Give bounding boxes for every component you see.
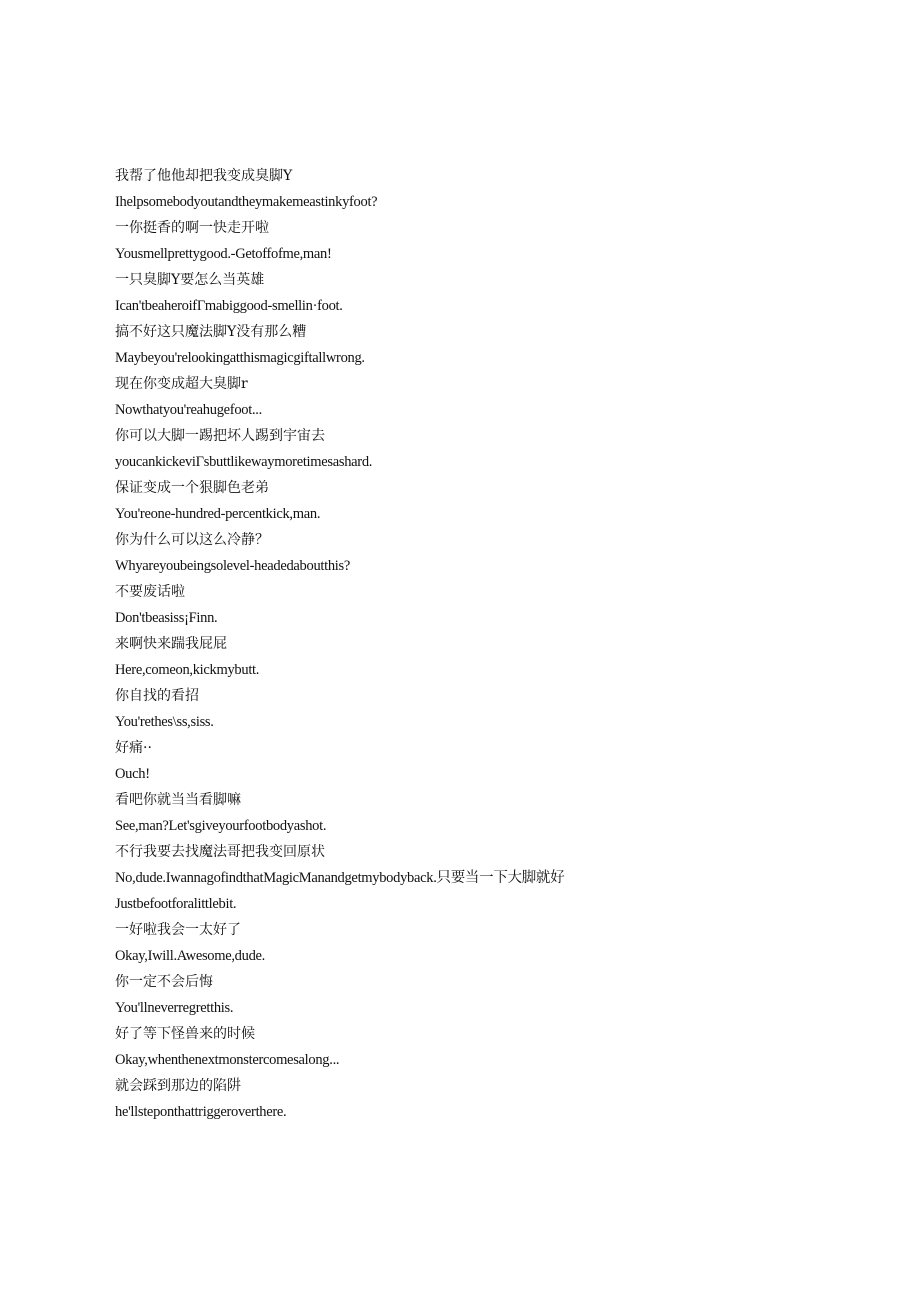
subtitle-line-chinese: 好痛·· xyxy=(115,740,152,756)
subtitle-line-chinese: 你可以大脚一踢把坏人踢到宇宙去 xyxy=(115,428,325,444)
subtitle-line-english: Justbefootforalittlebit. xyxy=(115,896,237,912)
subtitle-line-english: You'llneverregretthis. xyxy=(115,1000,234,1016)
subtitle-line-english: Okay,whenthenextmonstercomesalong... xyxy=(115,1052,340,1068)
subtitle-line-chinese: 一你挺香的啊一快走开啦 xyxy=(115,220,269,236)
subtitle-line-chinese: 我帮了他他却把我变成臭脚Y xyxy=(115,168,293,184)
subtitle-line-english: Nowthatyou'reahugefoot... xyxy=(115,402,262,418)
subtitle-line-chinese: 你自找的看招 xyxy=(115,688,199,704)
subtitle-line-chinese: 看吧你就当当看脚嘛 xyxy=(115,792,241,808)
subtitle-line-english: Yousmellprettygood.-Getoffofme,man! xyxy=(115,246,332,262)
subtitle-line-english: You'reone-hundred-percentkick,man. xyxy=(115,506,321,522)
subtitle-line-chinese: 不行我要去找魔法哥把我变回原状 xyxy=(115,844,325,860)
subtitle-line-english: Don'tbeasiss¡Finn. xyxy=(115,610,218,626)
subtitle-line-english: Okay,Iwill.Awesome,dude. xyxy=(115,948,265,964)
subtitle-line-chinese: 搞不好这只魔法脚Y没有那么糟 xyxy=(115,324,307,340)
subtitle-line-english: Ihelpsomebodyoutandtheymakemeastinkyfoot? xyxy=(115,194,378,210)
subtitle-line-english: Maybeyou'relookingatthismagicgiftallwrong. xyxy=(115,350,365,366)
subtitle-line-chinese: 一只臭脚Y要怎么当英雄 xyxy=(115,272,265,288)
subtitle-line-chinese: 你为什么可以这么冷静？ xyxy=(115,532,269,548)
subtitle-line-chinese: 你一定不会后悔 xyxy=(115,974,213,990)
subtitle-line-chinese: 好了等下怪兽来的时候 xyxy=(115,1026,255,1042)
subtitle-line-chinese: 不要废话啦 xyxy=(115,584,185,600)
subtitle-line-chinese: 一好啦我会一太好了 xyxy=(115,922,241,938)
subtitle-document xyxy=(115,164,895,1126)
subtitle-line-chinese: 现在你变成超大臭脚r xyxy=(115,376,248,392)
subtitle-line-chinese: 保证变成一个狠脚色老弟 xyxy=(115,480,269,496)
subtitle-line-english: he'llsteponthattriggeroverthere. xyxy=(115,1104,287,1120)
subtitle-line-chinese: 来啊快来踹我屁屁 xyxy=(115,636,227,652)
subtitle-line-english: See,man?Let'sgiveyourfootbodyashot. xyxy=(115,818,327,834)
subtitle-line-english: No,dude.IwannagofindthatMagicManandgetmybodyback.只要当一下大脚就好 xyxy=(115,870,565,886)
subtitle-line-english: You'rethes\ss,siss. xyxy=(115,714,214,730)
subtitle-line-english: Ouch! xyxy=(115,766,150,782)
subtitle-line-english: youcankickeviΓsbuttlikewaymoretimesashard. xyxy=(115,454,373,470)
subtitle-line-english: Here,comeon,kickmybutt. xyxy=(115,662,260,678)
subtitle-line-english: Whyareyoubeingsolevel-headedaboutthis? xyxy=(115,558,351,574)
subtitle-line-english: Ican'tbeaheroifΓmabiggood-smellin·foot. xyxy=(115,298,343,314)
subtitle-line-chinese: 就会踩到那边的陷阱 xyxy=(115,1078,241,1094)
